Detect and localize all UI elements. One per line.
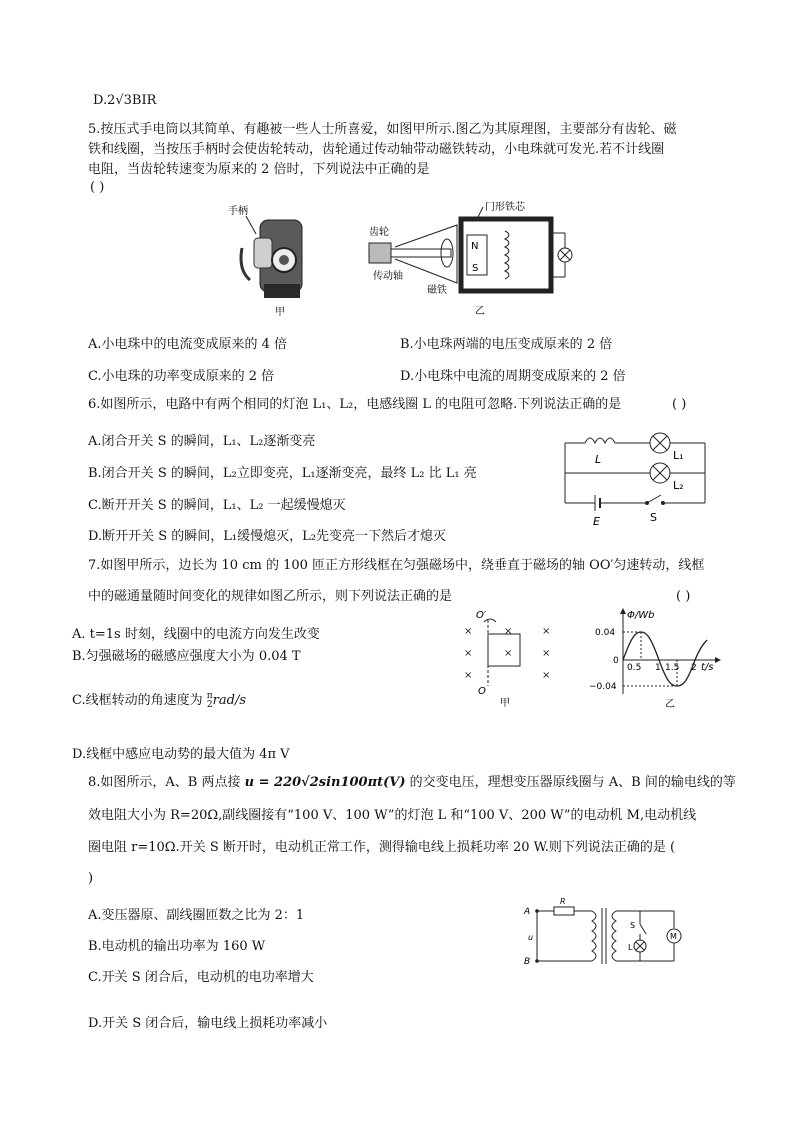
svg-text:×: × xyxy=(464,648,473,659)
q7-graph-t15: 1.5 xyxy=(665,663,680,673)
q7-axis-bottom-label: O xyxy=(478,686,486,697)
q8-option-b: B.电动机的输出功率为 160 W xyxy=(88,939,266,954)
q7-axis-top-label: O′ xyxy=(476,610,487,621)
q6-emf-label: E xyxy=(593,515,600,528)
q7-graph-ylabel: Φ/Wb xyxy=(627,610,655,621)
q6-option-d: D.断开开关 S 的瞬间，L₁缓慢熄灭，L₂先变亮一下然后才熄灭 xyxy=(88,529,446,544)
q8-option-a: A.变压器原、副线圈匝数之比为 2：1 xyxy=(88,908,305,923)
q5-answer-paren: ( ) xyxy=(90,180,105,195)
q7-fig-jia-caption: 甲 xyxy=(500,698,510,708)
q7-graph-t1: 1 xyxy=(655,663,661,673)
q6-option-c: C.断开开关 S 的瞬间，L₁、L₂ 一起缓慢熄灭 xyxy=(88,498,346,513)
q7-graph-t2: 2 xyxy=(691,663,697,673)
q8-stem-line3: 圈电阻 r=10Ω.开关 S 断开时，电动机正常工作，测得输电线上损耗功率 20 W.则下列说法正确的是 ( xyxy=(88,840,676,855)
q7-stem-line1: 7.如图甲所示，边长为 10 cm 的 100 匝正方形线框在匀强磁场中，绕垂直于磁场的轴 OO′匀速转动，线框 xyxy=(88,558,705,573)
q8-stem-pre: 8.如图所示，A、B 两点接 xyxy=(88,775,245,790)
q6-l1-label: L₁ xyxy=(673,449,684,462)
q5-option-a: A.小电珠中的电流变成原来的 4 倍 xyxy=(88,337,288,352)
q7-option-b: B.匀强磁场的磁感应强度大小为 0.04 T xyxy=(72,649,301,664)
q8-resistor-label: R xyxy=(560,897,566,906)
q8-point-a: A xyxy=(524,907,531,917)
q5-option-d: D.小电珠中电流的周期变成原来的 2 倍 xyxy=(400,369,626,384)
q6-circuit-figure xyxy=(555,425,715,530)
q5-option-b: B.小电珠两端的电压变成原来的 2 倍 xyxy=(400,337,613,352)
q7-flux-graph xyxy=(585,604,725,710)
svg-text:×: × xyxy=(464,626,473,637)
q5-schematic-figure xyxy=(365,197,585,319)
svg-text:×: × xyxy=(542,648,551,659)
q4-option-d: D.2√3BIR xyxy=(93,93,157,108)
q7-graph-t05: 0.5 xyxy=(627,663,642,673)
q8-switch-label: S xyxy=(630,921,636,930)
svg-text:×: × xyxy=(504,648,513,659)
q5-handle-label: 手柄 xyxy=(228,206,248,217)
q7-fraction-den: 2 xyxy=(206,699,213,710)
q7-option-a: A. t=1s 时刻，线圈中的电流方向发生改变 xyxy=(72,627,320,642)
q7-stem-line2: 中的磁通量随时间变化的规律如图乙所示，则下列说法正确的是 xyxy=(88,589,453,604)
q7-fig-yi-caption: 乙 xyxy=(665,699,675,710)
q8-transformer-circuit xyxy=(522,894,687,974)
q8-voltage-u: u xyxy=(528,933,534,942)
q8-motor-label: M xyxy=(670,932,677,941)
q6-option-a: A.闭合开关 S 的瞬间，L₁、L₂逐渐变亮 xyxy=(88,434,316,449)
q5-magnet-label: 磁铁 xyxy=(427,285,447,296)
svg-text:×: × xyxy=(542,670,551,681)
q5-shaft-label: 传动轴 xyxy=(373,271,403,282)
q8-stem-line4: ) xyxy=(88,871,94,886)
q5-north-pole: N xyxy=(471,241,479,252)
q8-stem-line1 xyxy=(88,775,736,791)
q8-lamp-label: L xyxy=(628,943,633,952)
q5-flashlight-figure xyxy=(220,200,320,318)
svg-text:×: × xyxy=(504,626,513,637)
q5-option-c: C.小电珠的功率变成原来的 2 倍 xyxy=(88,369,275,384)
svg-text:×: × xyxy=(464,670,473,681)
q6-option-b: B.闭合开关 S 的瞬间，L₂立即变亮，L₁逐渐变亮，最终 L₂ 比 L₁ 亮 xyxy=(88,466,477,481)
q8-voltage-formula: u = 220√2sin100πt(V) xyxy=(244,775,406,790)
q6-answer-paren: ( ) xyxy=(672,397,687,412)
q5-fig-jia-caption: 甲 xyxy=(275,307,285,318)
q5-gear-label: 齿轮 xyxy=(369,227,389,238)
q7-graph-zero: 0 xyxy=(613,656,619,666)
q8-stem-line2: 效电阻大小为 R=20Ω,副线圈接有“100 V、100 W”的灯泡 L 和“100 V、200 W”的电动机 M,电动机线 xyxy=(88,808,697,823)
q5-south-pole: S xyxy=(472,263,479,274)
q6-switch-label: S xyxy=(650,511,657,524)
q7-magnetic-field-figure xyxy=(458,606,568,708)
q7-option-c-unit: rad/s xyxy=(212,693,247,708)
q5-stem-line3: 电阻，当齿轮转速变为原来的 2 倍时，下列说法中正确的是 xyxy=(88,162,430,177)
q7-answer-paren: ( ) xyxy=(676,589,691,604)
q7-graph-xlabel: t/s xyxy=(701,662,714,673)
q8-option-c: C.开关 S 闭合后，电动机的电功率增大 xyxy=(88,970,314,985)
q7-option-c-text: C.线框转动的角速度为 xyxy=(72,693,207,708)
q6-l2-label: L₂ xyxy=(673,479,684,492)
q5-core-label: 冂形铁芯 xyxy=(485,202,525,213)
q6-inductor-label: L xyxy=(595,453,602,466)
q6-stem: 6.如图所示，电路中有两个相同的灯泡 L₁、L₂，电感线圈 L 的电阻可忽略.下列说法正确的是 xyxy=(88,397,622,412)
q7-fraction-num: π xyxy=(206,690,213,701)
q7-option-d: D.线框中感应电动势的最大值为 4π V xyxy=(72,747,290,762)
q5-stem-line2: 铁和线圈，当按压手柄时会使齿轮转动，齿轮通过传动轴带动磁铁转动，小电珠就可发光.若不计线圈 xyxy=(88,142,665,157)
q8-point-b: B xyxy=(524,957,531,967)
q5-stem-line1: 5.按压式手电筒以其简单、有趣被一些人士所喜爱，如图甲所示.图乙为其原理图，主要部分有齿轮、磁 xyxy=(88,122,677,137)
svg-text:×: × xyxy=(542,626,551,637)
q5-fig-yi-caption: 乙 xyxy=(475,306,485,317)
q7-graph-top-tick: 0.04 xyxy=(595,628,616,638)
q8-option-d: D.开关 S 闭合后，输电线上损耗功率减小 xyxy=(88,1016,328,1031)
q7-option-c xyxy=(72,689,246,710)
q7-graph-bottom-tick: −0.04 xyxy=(589,682,617,692)
q8-stem-post: 的交变电压，理想变压器原线圈与 A、B 间的输电线的等 xyxy=(405,775,736,790)
